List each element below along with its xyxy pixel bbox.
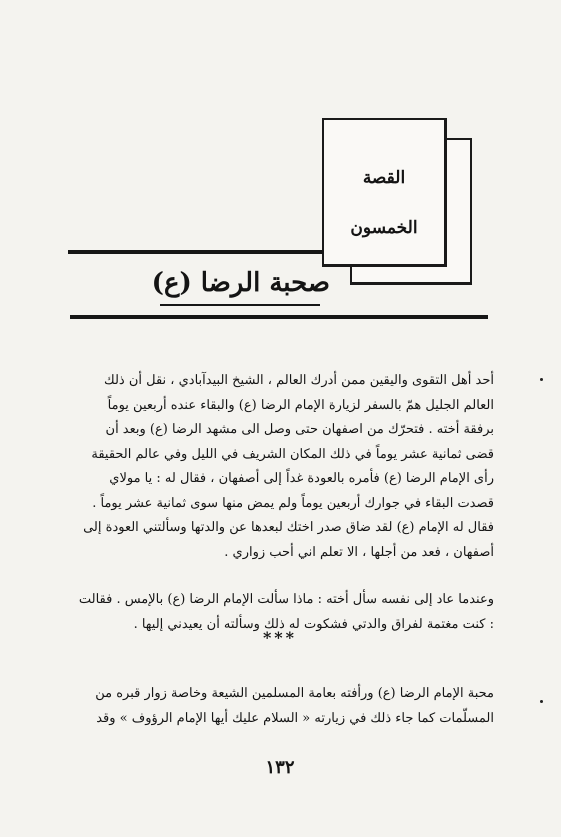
chapter-card xyxy=(322,118,447,267)
header-rule-bottom xyxy=(70,315,488,319)
body-paragraph-2: وعندما عاد إلى نفسه سأل أخته : ماذا سألت الإمام الرضا (ع) بالإمس . فقالت : كنت مغتمة لفراق والدتي فشكوت له ذلك وسألته أن يعيدني إليها . xyxy=(78,592,494,632)
story-title: صحبة الرضا (ع) xyxy=(151,268,330,298)
margin-mark xyxy=(540,378,543,381)
body-paragraph-3: محبة الإمام الرضا (ع) ورأفته بعامة المسلمين الشيعة وخاصة زوار قبره من المسلّمات كما جاء ذلك في زيارته « السلام عليك أيها الإمام الرؤوف » وقد xyxy=(95,686,494,726)
header-rule-top xyxy=(68,250,323,254)
page-number: ١٣٢ xyxy=(265,757,295,778)
title-underline xyxy=(160,304,320,306)
chapter-number-label: القصة xyxy=(362,168,406,188)
body-paragraph-1: أحد أهل التقوى واليقين ممن أدرك العالم ، الشيخ البيدآبادي ، نقل أن ذلك العالم الجليل همّ بالسفر لزيارة الإمام الرضا (ع) والبقاء عنده أربعين يوماً برفقة أخته . فتحرّك من اصفهان حتى وصل الى مشهد الرضا (ع) وبعد أن قضى ثمانية عشر يوماً في ذلك المكان الشريف في الليل وفي عالم الحقيقة رأى الإمام الرضا (ع) فأمره بالعودة غداً إلى أصفهان ، فقال له : يا مولاي قصدت البقاء في جوارك أربعين يوماً ولم يمض منها سوى ثمانية عشر يوماً . فقال له الإمام (ع) لقد ضاق صدر اختك لبعدها عن والدتها وسألتني العودة إلى أصفهان ، فعد من أجلها ، الا تعلم اني أحب زواري . xyxy=(83,373,494,560)
section-separator: *** xyxy=(262,628,298,647)
chapter-number-word: الخمسون xyxy=(350,218,418,238)
margin-mark xyxy=(540,700,543,703)
